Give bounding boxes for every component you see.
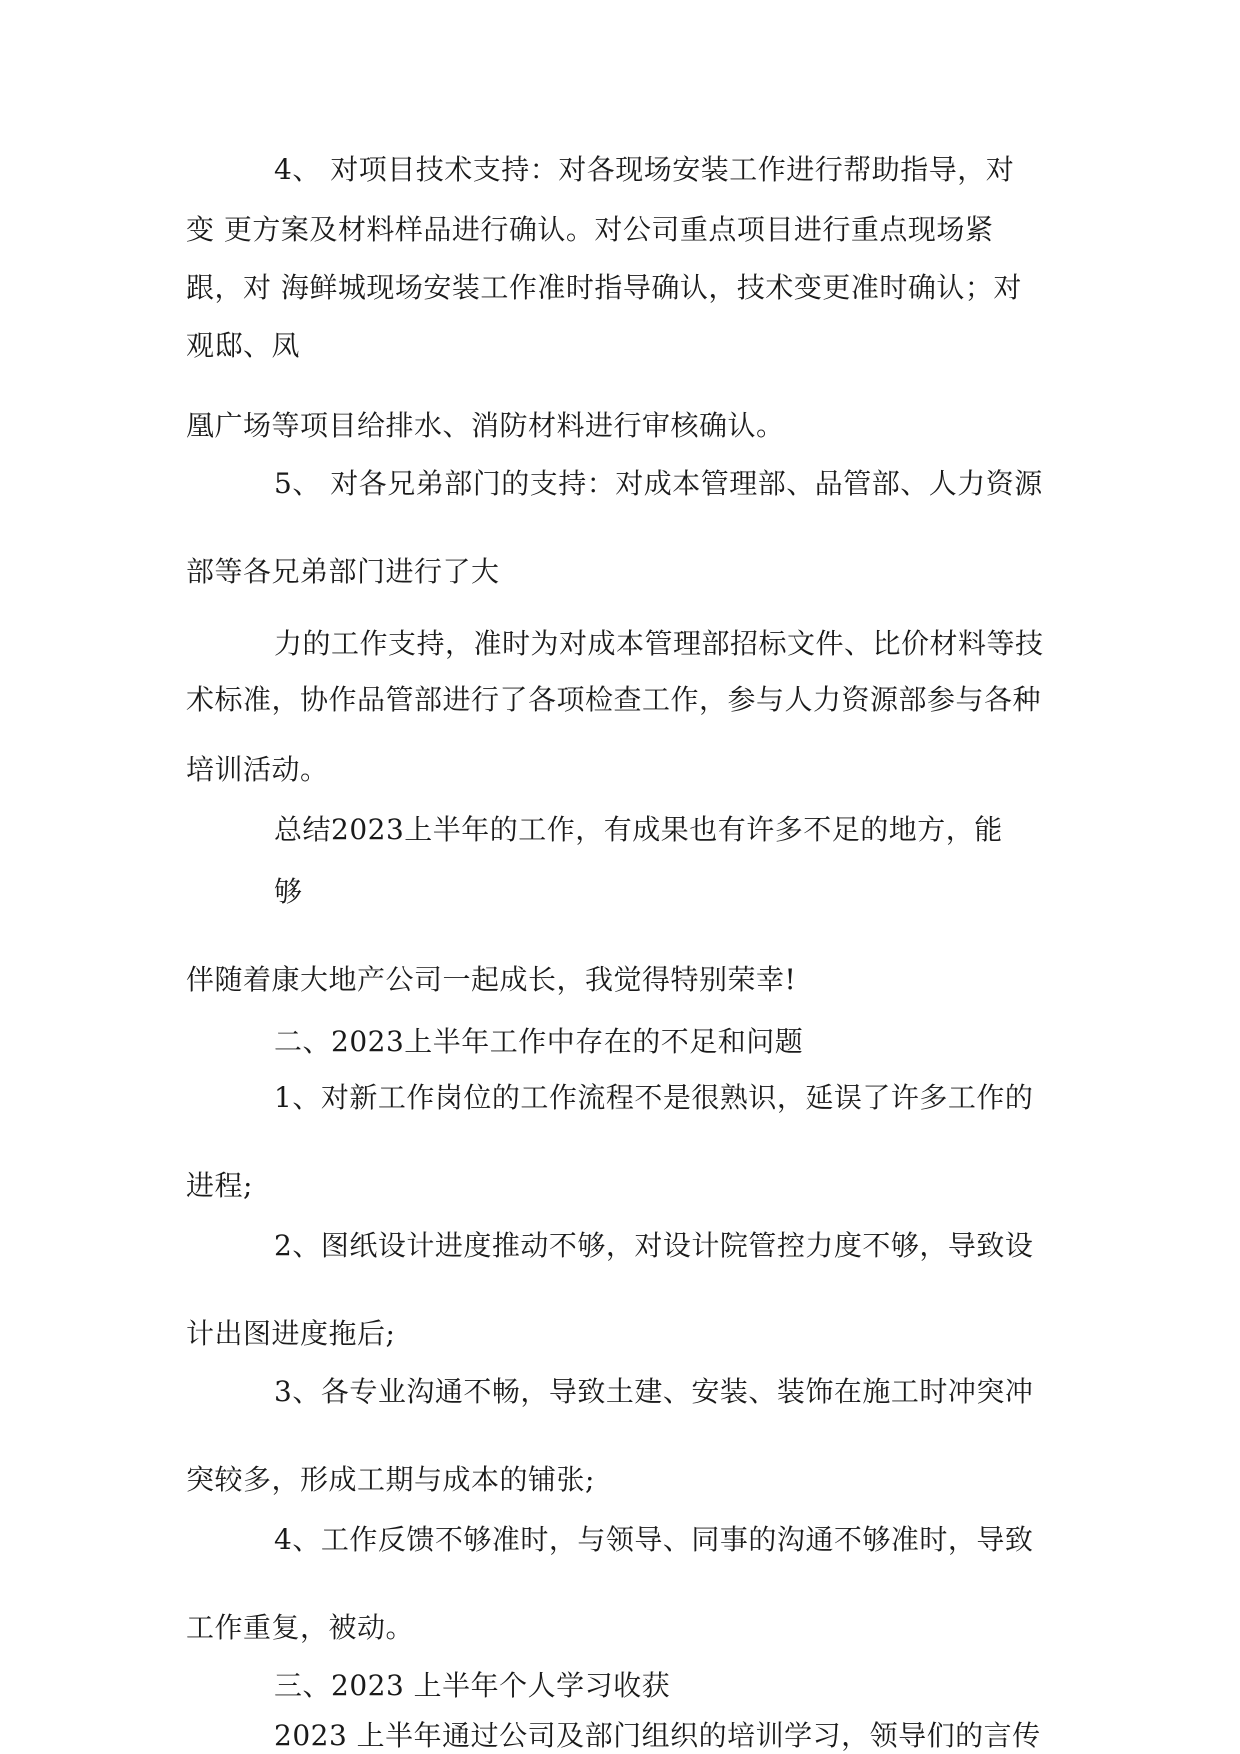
paragraph-line: 部等各兄弟部门进行了大 bbox=[186, 555, 500, 588]
paragraph-line: 术标准，协作品管部进行了各项检查工作，参与人力资源部参与各种 bbox=[186, 683, 1042, 716]
paragraph-line: 工作重复，被动。 bbox=[186, 1611, 415, 1644]
section-heading: 三、2023 上半年个人学习收获 bbox=[274, 1669, 671, 1702]
paragraph-line: 4、工作反馈不够准时，与领导、同事的沟通不够准时，导致 bbox=[274, 1523, 1034, 1556]
paragraph-line: 够 bbox=[274, 875, 303, 908]
paragraph-line: 3、各专业沟通不畅，导致土建、安装、装饰在施工时冲突冲 bbox=[274, 1375, 1034, 1408]
paragraph-line: 力的工作支持，准时为对成本管理部招标文件、比价材料等技 bbox=[274, 627, 1044, 660]
paragraph-line: 4、 对项目技术支持：对各现场安装工作进行帮助指导，对 bbox=[274, 153, 1015, 186]
paragraph-line: 2、图纸设计进度推动不够，对设计院管控力度不够，导致设 bbox=[274, 1229, 1034, 1262]
paragraph-line: 2023 上半年通过公司及部门组织的培训学习，领导们的言传 bbox=[274, 1719, 1041, 1752]
paragraph-line: 培训活动。 bbox=[186, 753, 329, 786]
paragraph-line: 变 更方案及材料样品进行确认。对公司重点项目进行重点现场紧 bbox=[186, 213, 994, 246]
paragraph-line: 跟，对 海鲜城现场安装工作准时指导确认，技术变更准时确认；对 bbox=[186, 271, 1022, 304]
paragraph-line: 计出图进度拖后; bbox=[186, 1317, 396, 1350]
paragraph-line: 1、对新工作岗位的工作流程不是很熟识，延误了许多工作的 bbox=[274, 1081, 1034, 1114]
paragraph-line: 进程; bbox=[186, 1169, 253, 1202]
paragraph-line: 伴随着康大地产公司一起成长，我觉得特别荣幸! bbox=[186, 963, 797, 996]
paragraph-line: 5、 对各兄弟部门的支持：对成本管理部、品管部、人力资源 bbox=[274, 467, 1043, 500]
section-heading: 二、2023上半年工作中存在的不足和问题 bbox=[274, 1025, 804, 1058]
paragraph-line: 凰广场等项目给排水、消防材料进行审核确认。 bbox=[186, 409, 785, 442]
paragraph-line: 观邸、凤 bbox=[186, 329, 301, 362]
paragraph-line: 突较多，形成工期与成本的铺张; bbox=[186, 1463, 595, 1496]
paragraph-line: 总结2023上半年的工作，有成果也有许多不足的地方，能 bbox=[274, 813, 1003, 846]
